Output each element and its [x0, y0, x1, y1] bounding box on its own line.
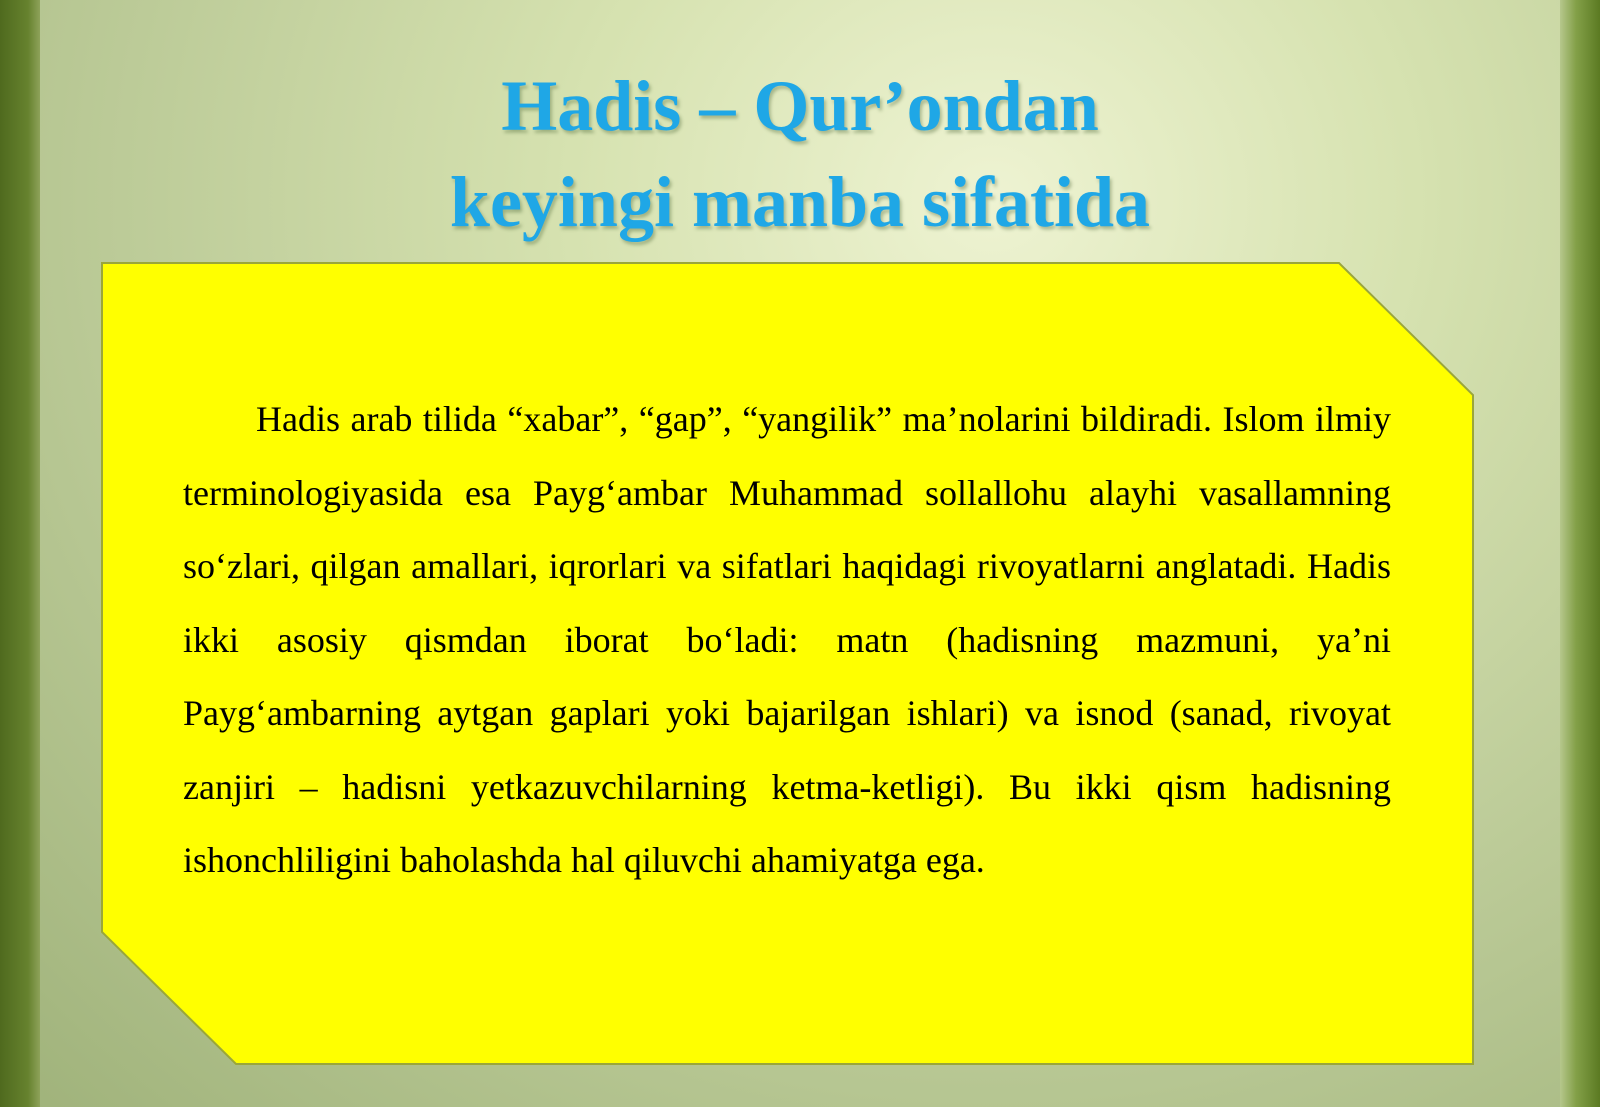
slide-title-line-1: Hadis – Qur’ondan [501, 66, 1099, 146]
body-paragraph: Hadis arab tilida “xabar”, “gap”, “yangilik” ma’nolarini bildiradi. Islom ilmiy terminologiyasida esa Payg‘ambar Muhammad sollallohu alayhi vasallamning so‘zlari, qilgan amallari, iqrorlari va sifatlari haqidagi rivoyatlarni anglatadi. Hadis ikki asosiy qismdan iborat bo‘ladi: matn (hadisning mazmuni, ya’ni Payg‘ambarning aytgan gaplari yoki bajarilgan ishlari) va isnod (sanad, rivoyat zanjiri – hadisni yetkazuvchilarning ketma-ketligi). Bu ikki qism hadisning ishonchliligini baholashda hal qiluvchi ahamiyatga ega. [183, 399, 1391, 880]
slide-title-line-2: keyingi manba sifatida [449, 162, 1151, 242]
